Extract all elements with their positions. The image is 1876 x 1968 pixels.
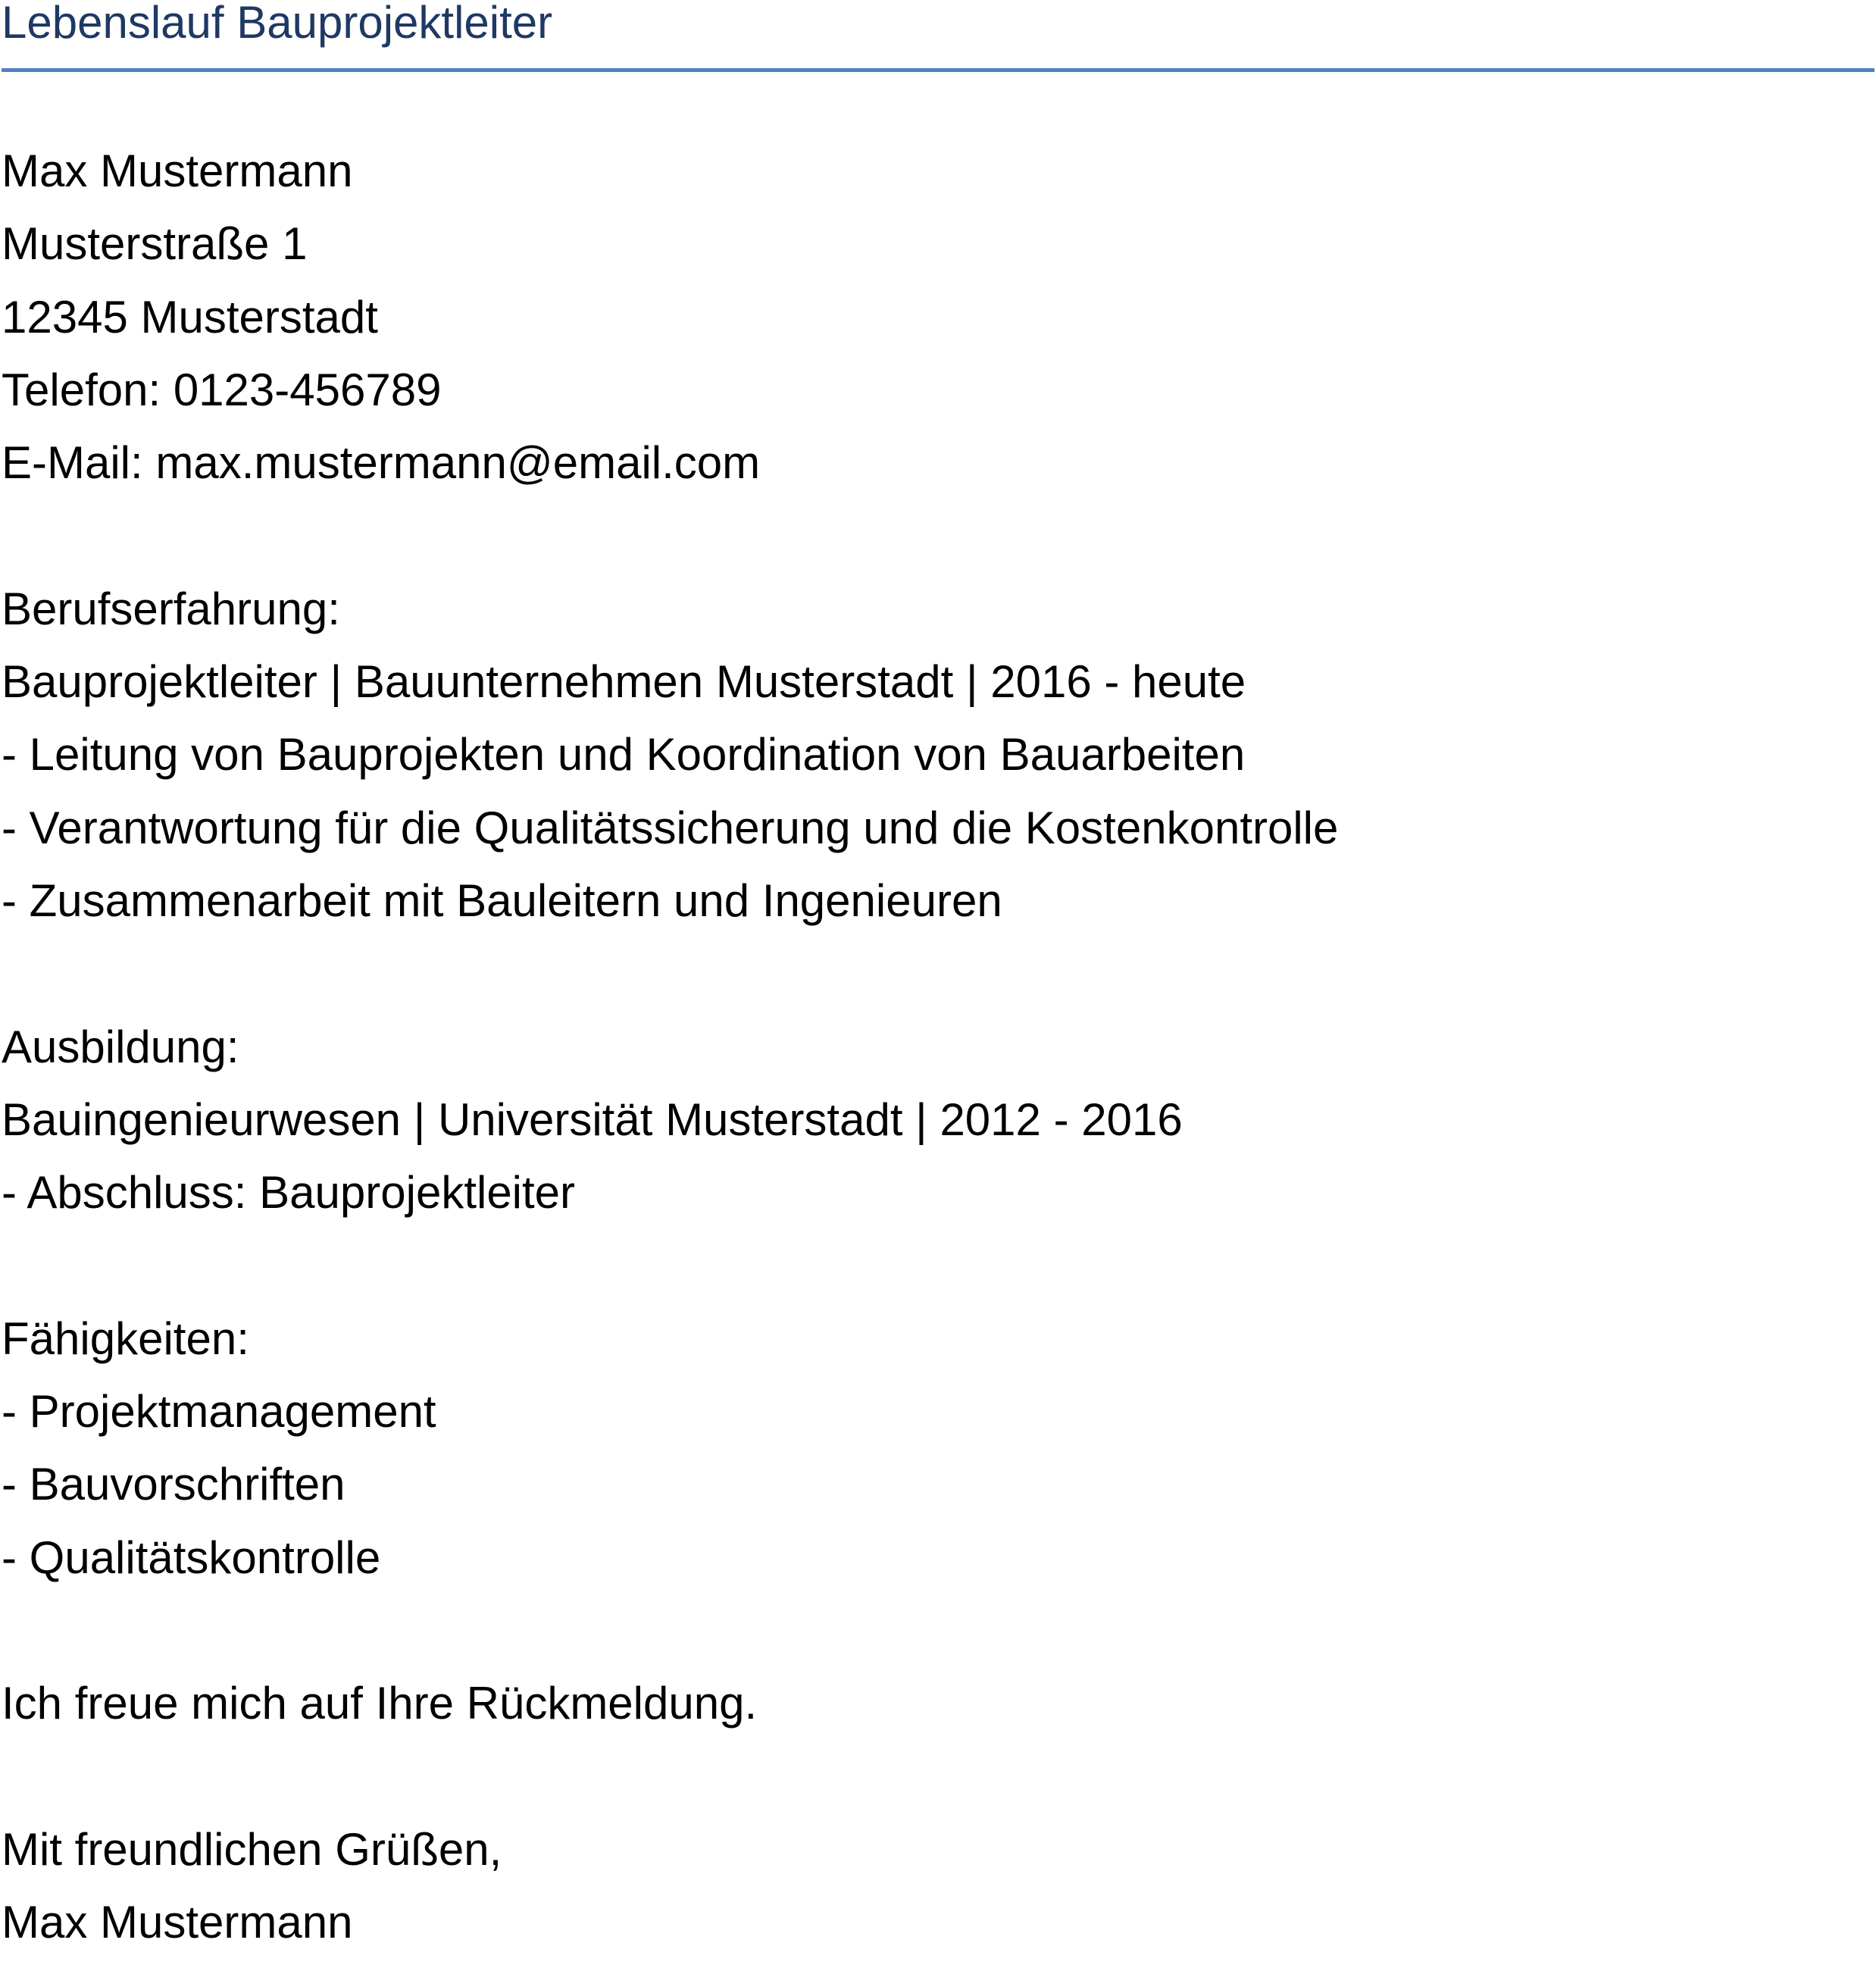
education-entry: Bauingenieurwesen | Universität Musterstadt | 2012 - 2016 <box>2 1094 1183 1145</box>
experience-duty: - Verantwortung für die Qualitätssicherung und die Kostenkontrolle <box>2 802 1339 853</box>
skills-heading: Fähigkeiten: <box>2 1313 249 1364</box>
experience-duty: - Zusammenarbeit mit Bauleitern und Ingenieuren <box>2 874 1002 926</box>
spacer <box>2 1238 1873 1311</box>
experience-position: Bauprojektleiter | Bauunternehmen Musterstadt | 2016 - heute <box>2 656 1246 708</box>
skill-item: - Projektmanagement <box>2 1386 436 1438</box>
closing-greeting: Mit freundlichen Grüßen, <box>2 1823 502 1875</box>
document-title: Lebenslauf Bauprojektleiter <box>2 0 553 48</box>
education-section <box>2 1020 1873 1239</box>
closing-signature: Max Mustermann <box>2 1897 353 1948</box>
contact-street: Musterstraße 1 <box>2 218 308 270</box>
experience-section <box>2 582 1873 946</box>
skill-item: - Bauvorschriften <box>2 1459 345 1510</box>
skill-item: - Qualitätskontrolle <box>2 1532 381 1583</box>
contact-block <box>2 144 1873 508</box>
contact-phone: Telefon: 0123-456789 <box>2 364 442 415</box>
contact-city: 12345 Musterstadt <box>2 291 378 343</box>
spacer <box>2 508 1873 581</box>
contact-name: Max Mustermann <box>2 145 353 196</box>
contact-email: E-Mail: max.mustermann@email.com <box>2 437 761 489</box>
education-degree: - Abschluss: Bauprojektleiter <box>2 1167 576 1219</box>
skills-section <box>2 1312 1873 1603</box>
title-underline <box>2 68 1874 72</box>
closing-message: Ich freue mich auf Ihre Rückmeldung. <box>2 1678 758 1729</box>
spacer <box>2 946 1873 1019</box>
spacer <box>2 1603 1873 1676</box>
closing-section <box>2 1676 1873 1968</box>
experience-duty: - Leitung von Bauprojekten und Koordination von Bauarbeiten <box>2 729 1246 781</box>
experience-heading: Berufserfahrung: <box>2 583 340 634</box>
document-body <box>2 144 1873 1968</box>
spacer <box>2 1750 1873 1823</box>
education-heading: Ausbildung: <box>2 1021 239 1072</box>
